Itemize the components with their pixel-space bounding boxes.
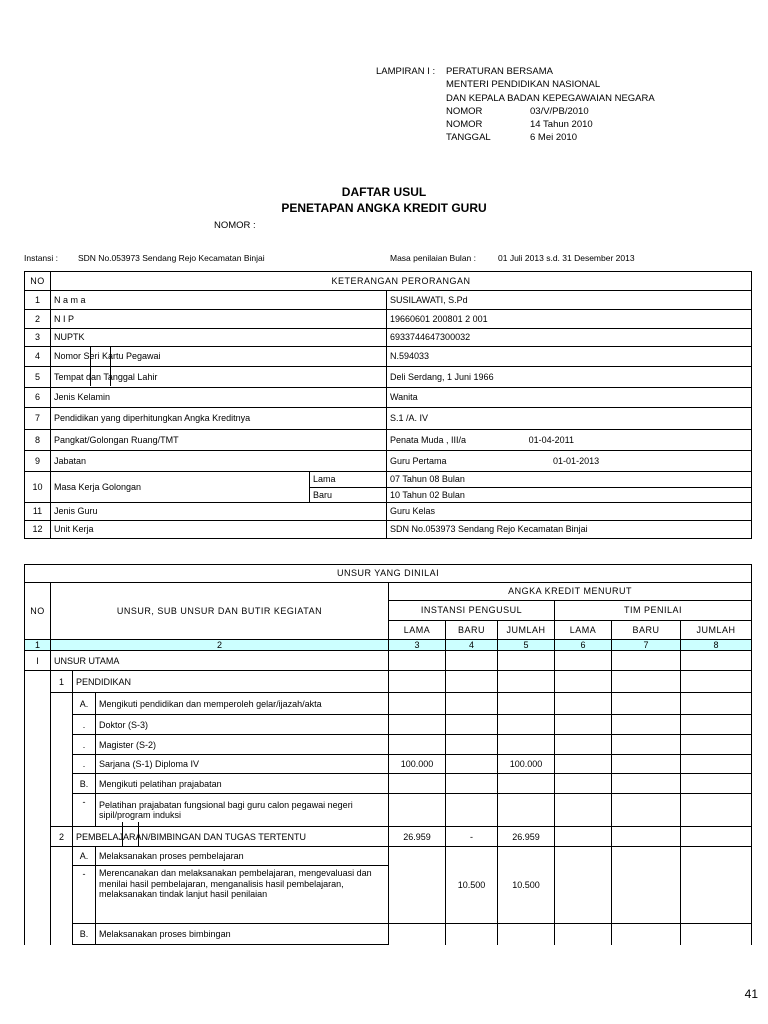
row-no: B. xyxy=(73,924,96,945)
row-no: 4 xyxy=(25,347,51,367)
row-label: Jabatan xyxy=(51,451,387,472)
col-number: 5 xyxy=(498,640,555,651)
row-label: Tempat dan Tanggal Lahir xyxy=(51,367,387,388)
table-row xyxy=(25,310,752,329)
table-row xyxy=(25,388,752,408)
lampiran-label: LAMPIRAN I : xyxy=(376,66,436,77)
row-bullet: - xyxy=(73,866,96,924)
row-label: Melaksanakan proses bimbingan xyxy=(96,924,389,945)
col-number: 6 xyxy=(555,640,612,651)
row-no: 12 xyxy=(25,521,51,539)
lampiran-nomor2-value: 14 Tahun 2010 xyxy=(530,119,593,131)
col-number: 3 xyxy=(389,640,446,651)
row-no: B. xyxy=(73,774,96,794)
doc-title-line2: PENETAPAN ANGKA KREDIT GURU xyxy=(281,201,487,215)
row-label: Sarjana (S-1) Diploma IV xyxy=(96,755,389,774)
sub-header-baru-tim: BARU xyxy=(612,621,681,640)
col-number: 8 xyxy=(681,640,752,651)
sub-header-baru: BARU xyxy=(446,621,498,640)
table-row xyxy=(25,451,752,472)
table-row xyxy=(25,472,752,488)
doc-nomor-label: NOMOR : xyxy=(214,220,256,231)
row-bullet: . xyxy=(73,755,96,774)
row-value: Guru Kelas xyxy=(387,503,752,521)
col-number: 7 xyxy=(612,640,681,651)
table-row xyxy=(25,774,752,794)
lampiran-tanggal-value: 6 Mei 2010 xyxy=(530,132,578,144)
instansi-pengusul-header: INSTANSI PENGUSUL xyxy=(389,601,555,621)
table-row xyxy=(25,755,752,774)
row-no: 7 xyxy=(25,408,51,430)
table-row xyxy=(25,367,752,388)
row-label: Nomor Seri Kartu Pegawai xyxy=(51,347,387,367)
row-label: Pangkat/Golongan Ruang/TMT xyxy=(51,430,387,451)
row-label: NUPTK xyxy=(51,329,387,347)
row-value: Deli Serdang, 1 Juni 1966 xyxy=(387,367,752,388)
lampiran-nomor1-value: 03/V/PB/2010 xyxy=(530,105,589,117)
row-label: UNSUR UTAMA xyxy=(51,651,389,671)
lampiran-line3: DAN KEPALA BADAN KEPEGAWAIAN NEGARA xyxy=(446,92,655,104)
table-row xyxy=(25,827,752,847)
row-no: A. xyxy=(73,693,96,715)
row-value: S.1 /A. IV xyxy=(387,408,752,430)
jabatan-value: Guru Pertama xyxy=(390,455,447,466)
row-value: 19660601 200801 2 001 xyxy=(387,310,752,329)
row-value: Wanita xyxy=(387,388,752,408)
col-number: 2 xyxy=(51,640,389,651)
table-row xyxy=(25,503,752,521)
row-label: Jenis Guru xyxy=(51,503,387,521)
row-label: Jenis Kelamin xyxy=(51,388,387,408)
table-row xyxy=(25,924,752,945)
row-value xyxy=(387,451,752,472)
row-no: 9 xyxy=(25,451,51,472)
row-no: 5 xyxy=(25,367,51,388)
table-row xyxy=(25,693,752,715)
row-bullet: . xyxy=(73,735,96,755)
row-value: SDN No.053973 Sendang Rejo Kecamatan Binjai xyxy=(387,521,752,539)
pembelajaran-baru: - xyxy=(446,827,498,847)
row-label: Pelatihan prajabatan fungsional bagi guru calon pegawai negeri sipil/program induksi xyxy=(96,794,389,827)
page-number: 41 xyxy=(744,987,758,1001)
lampiran-nomor1-label: NOMOR xyxy=(446,105,483,117)
row-label: Pendidikan yang diperhitungkan Angka Kreditnya xyxy=(51,408,387,430)
row-no: 6 xyxy=(25,388,51,408)
pembelajaran-jumlah: 26.959 xyxy=(498,827,555,847)
row-label: Doktor (S-3) xyxy=(96,715,389,735)
tim-penilai-header: TIM PENILAI xyxy=(555,601,752,621)
sub-header-lama: LAMA xyxy=(389,621,446,640)
masa-kerja-lama-label: Lama xyxy=(310,472,387,488)
row-label: PENDIDIKAN xyxy=(73,671,389,693)
sub-header-jumlah-tim: JUMLAH xyxy=(681,621,752,640)
doc-title-line1: DAFTAR USUL xyxy=(341,185,427,199)
row-no: 2 xyxy=(51,827,73,847)
masa-kerja-baru-value: 10 Tahun 02 Bulan xyxy=(387,488,752,503)
sub-header-jumlah: JUMLAH xyxy=(498,621,555,640)
table-row xyxy=(25,671,752,693)
table-row xyxy=(25,347,752,367)
row-label: Mengikuti pelatihan prajabatan xyxy=(96,774,389,794)
table-row xyxy=(25,430,752,451)
pangkat-tmt: 01-04-2011 xyxy=(528,434,574,445)
row-label: Merencanakan dan melaksanakan pembelajaran, mengevaluasi dan menilai hasil pembelajaran, menganalisis hasil pembelajaran, melaksanakan tindak lanjut hasil penilaian xyxy=(96,866,389,924)
merencanakan-jumlah: 10.500 xyxy=(498,847,555,924)
lampiran-title: PERATURAN BERSAMA xyxy=(446,66,553,77)
col-number: 4 xyxy=(446,640,498,651)
row-label: Unit Kerja xyxy=(51,521,387,539)
masa-penilaian-value: 01 Juli 2013 s.d. 31 Desember 2013 xyxy=(498,253,635,263)
lampiran-tanggal-label: TANGGAL xyxy=(446,132,491,144)
row-no: 11 xyxy=(25,503,51,521)
row-value: 6933744647300032 xyxy=(387,329,752,347)
table-row xyxy=(25,291,752,310)
row-label: Melaksanakan proses pembelajaran xyxy=(96,847,389,866)
row-value: N.594033 xyxy=(387,347,752,367)
table-row xyxy=(25,521,752,539)
scan-line xyxy=(138,822,139,846)
scan-line xyxy=(122,822,123,846)
row-label: N I P xyxy=(51,310,387,329)
sarjana-lama: 100.000 xyxy=(389,755,446,774)
merencanakan-baru: 10.500 xyxy=(446,847,498,924)
row-bullet: - xyxy=(73,794,96,827)
unsur-col-unsur: UNSUR, SUB UNSUR DAN BUTIR KEGIATAN xyxy=(51,583,389,640)
scan-line xyxy=(110,346,111,386)
angka-kredit-header: ANGKA KREDIT MENURUT xyxy=(389,583,752,601)
lampiran-line2: MENTERI PENDIDIKAN NASIONAL xyxy=(446,79,601,91)
pangkat-value: Penata Muda , III/a xyxy=(390,434,467,445)
unsur-col-no: NO xyxy=(25,583,51,640)
table-row xyxy=(25,794,752,827)
sarjana-jumlah: 100.000 xyxy=(498,755,555,774)
masa-kerja-lama-value: 07 Tahun 08 Bulan xyxy=(387,472,752,488)
personal-header-no: NO xyxy=(25,272,51,291)
table-row xyxy=(25,329,752,347)
personal-header-ket: KETERANGAN PERORANGAN xyxy=(51,272,752,291)
scan-line xyxy=(90,346,91,386)
row-label: N a m a xyxy=(51,291,387,310)
lampiran-nomor2-label: NOMOR xyxy=(446,119,483,131)
masa-kerja-baru-label: Baru xyxy=(310,488,387,503)
table-row xyxy=(25,735,752,755)
instansi-label: Instansi : xyxy=(24,253,59,263)
row-label: PEMBELAJARAN/BIMBINGAN DAN TUGAS TERTENTU xyxy=(73,827,389,847)
pembelajaran-lama: 26.959 xyxy=(389,827,446,847)
unsur-table xyxy=(24,564,752,945)
row-no: 8 xyxy=(25,430,51,451)
jabatan-tmt: 01-01-2013 xyxy=(553,455,600,466)
instansi-value: SDN No.053973 Sendang Rejo Kecamatan Binjai xyxy=(78,253,265,263)
row-value xyxy=(387,430,752,451)
row-label: Mengikuti pendidikan dan memperoleh gelar/ijazah/akta xyxy=(96,693,389,715)
row-no: 3 xyxy=(25,329,51,347)
row-no: 1 xyxy=(51,671,73,693)
table-row xyxy=(25,408,752,430)
unsur-header: UNSUR YANG DINILAI xyxy=(25,565,752,583)
row-no: I xyxy=(25,651,51,671)
row-no: 10 xyxy=(25,472,51,503)
masa-penilaian-label: Masa penilaian Bulan : xyxy=(390,253,477,263)
row-value: SUSILAWATI, S.Pd xyxy=(387,291,752,310)
row-label: Magister (S-2) xyxy=(96,735,389,755)
row-label: Masa Kerja Golongan xyxy=(51,472,310,503)
personal-info-table xyxy=(24,271,752,539)
col-number: 1 xyxy=(25,640,51,651)
row-no: A. xyxy=(73,847,96,866)
row-bullet: . xyxy=(73,715,96,735)
table-row xyxy=(25,847,752,866)
sub-header-lama-tim: LAMA xyxy=(555,621,612,640)
table-row xyxy=(25,651,752,671)
row-no: 2 xyxy=(25,310,51,329)
table-row xyxy=(25,715,752,735)
row-no: 1 xyxy=(25,291,51,310)
